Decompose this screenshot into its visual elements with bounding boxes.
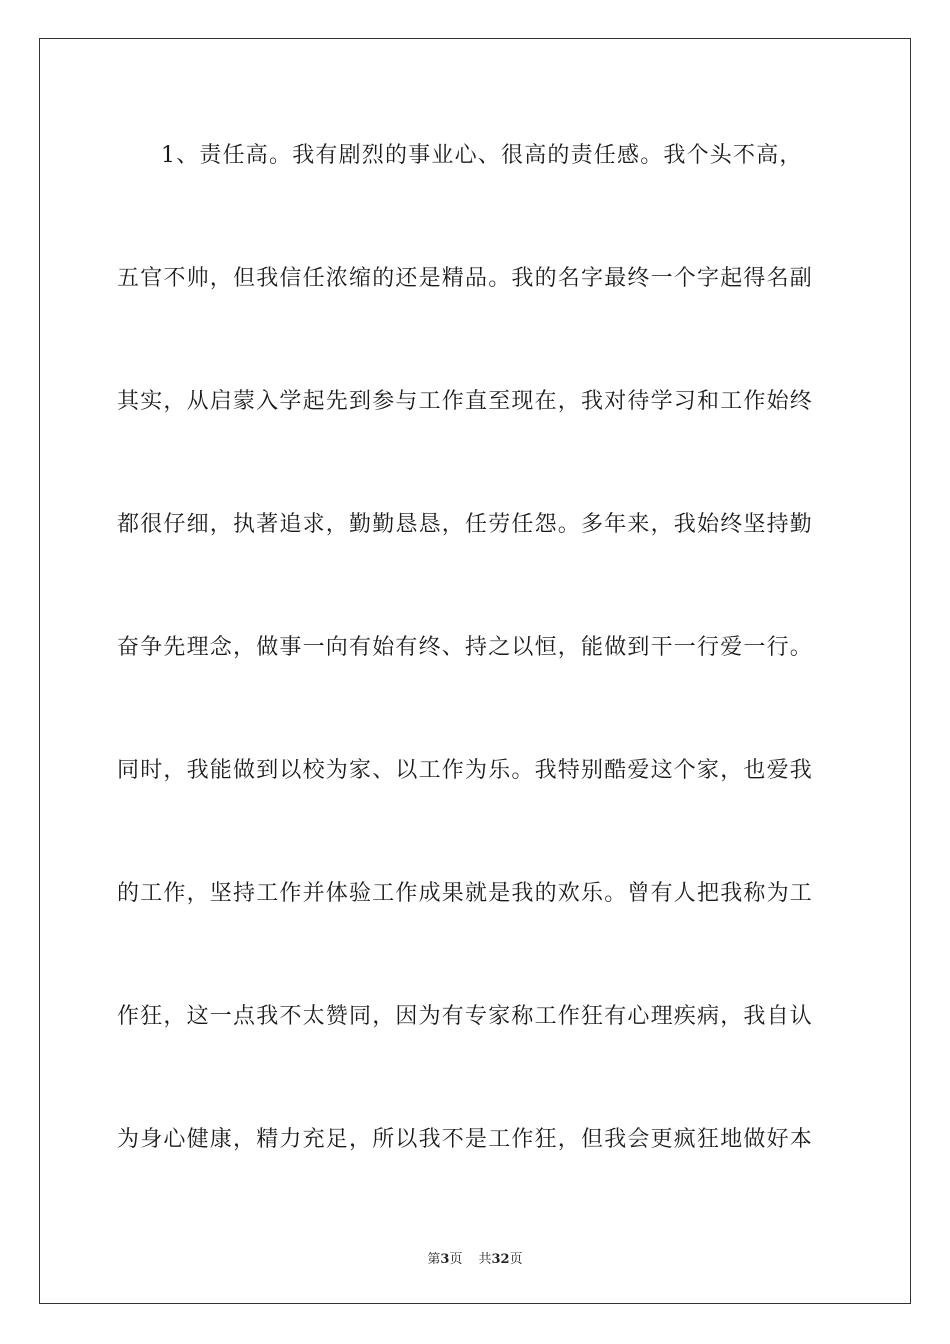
text-line-9: 为身心健康，精力充足，所以我不是工作狂，但我会更疯狂地做好本 (117, 1127, 814, 1152)
text-line-7: 的工作，坚持工作并体验工作成果就是我的欢乐。曾有人把我称为工 (117, 881, 814, 906)
text-line-1: 1、责任高。我有剧烈的事业心、很高的责任感。我个头不高， (161, 143, 803, 168)
total-prefix: 共 (478, 1252, 492, 1267)
page-prefix: 第 (427, 1252, 441, 1267)
page-number: 3 (440, 1252, 450, 1267)
text-line-4: 都很仔细，执著追求，勤勤恳恳，任劳任怨。多年来，我始终坚持勤 (117, 512, 814, 537)
text-line-2: 五官不帅，但我信任浓缩的还是精品。我的名字最终一个字起得名副 (117, 266, 814, 291)
document-body (117, 130, 833, 1237)
text-line-3: 其实，从启蒙入学起先到参与工作直至现在，我对待学习和工作始终 (117, 389, 814, 414)
page-suffix: 页 (449, 1252, 463, 1267)
page-footer (0, 1248, 950, 1267)
total-suffix: 页 (509, 1252, 523, 1267)
total-pages: 32 (491, 1252, 510, 1267)
text-line-8: 作狂，这一点我不太赞同，因为有专家称工作狂有心理疾病，我自认 (117, 1004, 814, 1029)
text-line-5: 奋争先理念，做事一向有始有终、持之以恒，能做到干一行爱一行。 (117, 635, 814, 660)
text-line-6: 同时，我能做到以校为家、以工作为乐。我特别酷爱这个家，也爱我 (117, 758, 814, 783)
